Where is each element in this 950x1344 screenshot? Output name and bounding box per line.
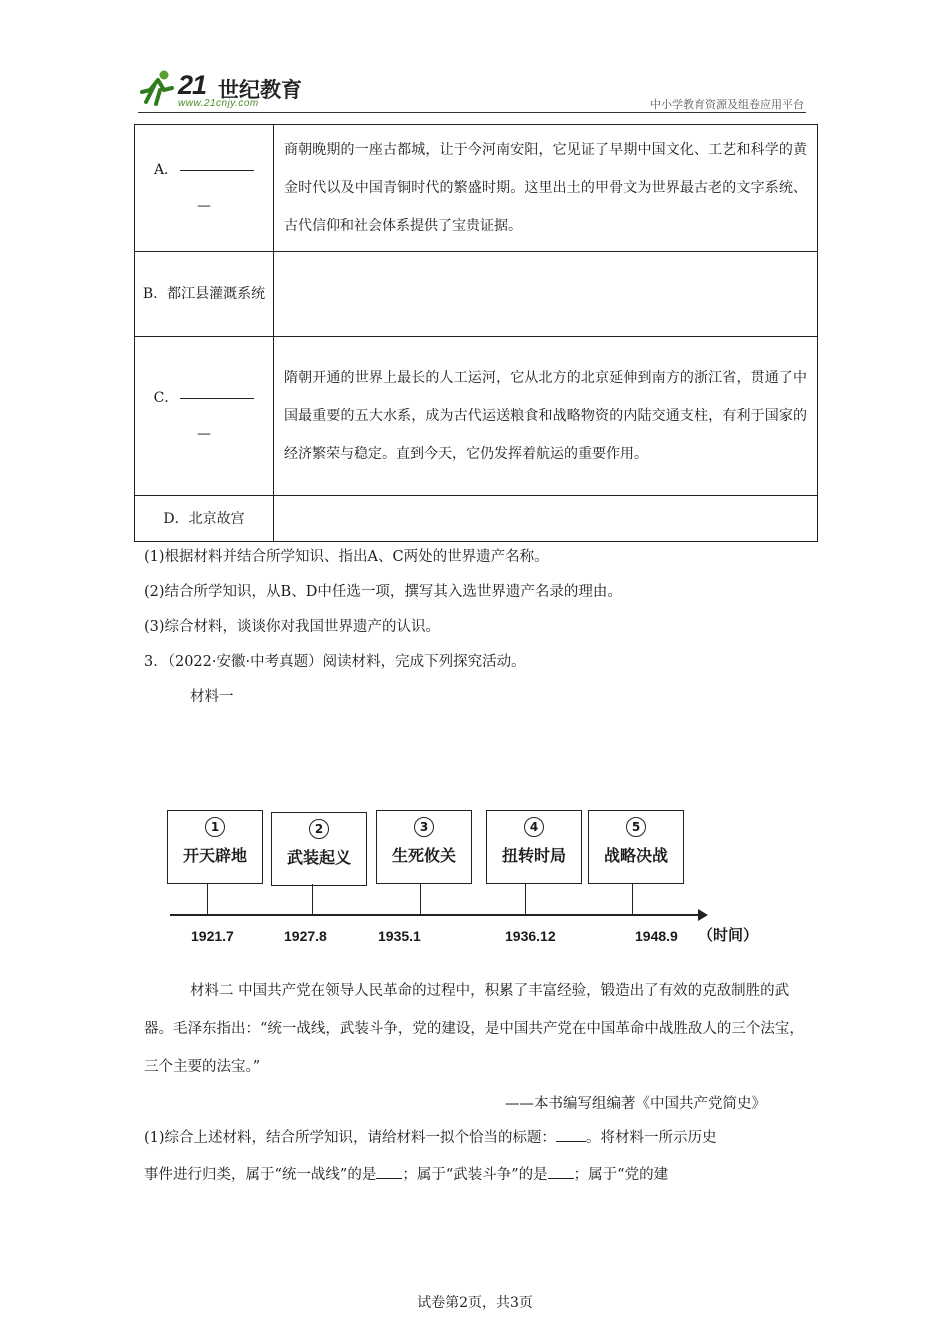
row-b-desc	[274, 252, 818, 337]
row-d-desc	[274, 496, 818, 542]
heritage-table	[134, 124, 818, 542]
row-b-label: B．都江县灌溉系统	[135, 252, 274, 337]
event-number: 2	[309, 819, 329, 839]
material-2-source: ——本书编写组编著《中国共产党简史》	[505, 1096, 766, 1112]
table-row	[135, 125, 818, 252]
event-date: 1927.8	[284, 928, 327, 944]
table-row	[135, 252, 818, 337]
timeline-event	[167, 810, 263, 884]
subq-text: (1)综合上述材料，结合所学知识，请给材料一拟个恰当的标题：	[144, 1130, 557, 1146]
page-header	[138, 66, 806, 114]
event-number: 3	[414, 817, 434, 837]
header-divider	[138, 112, 806, 113]
material-1-label: 材料一	[190, 689, 234, 705]
subquestion-1-line1	[144, 1126, 717, 1147]
row-a-tail: —	[197, 198, 211, 214]
subq-text: 。将材料一所示历史	[586, 1130, 717, 1146]
row-d-label: D．北京故宫	[135, 496, 274, 542]
timeline-stem	[525, 884, 526, 914]
platform-title: 中小学教育资源及组卷应用平台	[650, 98, 804, 111]
timeline-axis	[170, 914, 700, 916]
answer-blank[interactable]	[556, 1127, 586, 1142]
subquestion-1-line2	[144, 1163, 668, 1184]
timeline-diagram	[160, 800, 760, 950]
answer-blank[interactable]	[376, 1164, 402, 1179]
arrow-right-icon	[698, 909, 708, 921]
subq-text: ；属于“党的建	[573, 1167, 669, 1183]
page-footer: 试卷第2页，共3页	[417, 1295, 533, 1311]
event-date: 1948.9	[635, 928, 678, 944]
subq-text: 事件进行归类，属于“统一战线”的是	[144, 1167, 377, 1183]
answer-blank[interactable]	[180, 397, 254, 399]
event-label: 武装起义	[286, 848, 351, 867]
timeline-event	[486, 810, 582, 884]
timeline-stem	[207, 884, 208, 914]
logo-number: 21	[178, 70, 207, 100]
row-a-label	[135, 125, 274, 252]
runner-logo-icon	[138, 68, 178, 108]
row-a-desc: 商朝晚期的一座古都城，让于今河南安阳，它见证了早期中国文化、工艺和科学的黄金时代以及中国青铜时代的繁盛时期。这里出土的甲骨文为世界最古老的文字系统、古代信仰和社会体系提供了宝贵证据。	[274, 125, 818, 252]
site-logo[interactable]	[138, 66, 308, 110]
answer-blank[interactable]	[548, 1164, 574, 1179]
event-label: 开天辟地	[182, 846, 247, 865]
timeline-event	[376, 810, 472, 884]
logo-text: 世纪教育	[218, 78, 302, 102]
timeline-stem	[420, 884, 421, 914]
table-row	[135, 337, 818, 496]
event-number: 1	[205, 817, 225, 837]
answer-blank[interactable]	[180, 169, 254, 171]
event-label: 扭转时局	[501, 846, 566, 865]
event-date: 1935.1	[378, 928, 421, 944]
event-date: 1936.12	[505, 928, 556, 944]
timeline-event	[588, 810, 684, 884]
question-1: (1)根据材料并结合所学知识、指出A、C两处的世界遗产名称。	[144, 549, 549, 565]
axis-label: （时间）	[698, 926, 759, 944]
row-c-desc: 隋朝开通的世界上最长的人工运河，它从北方的北京延伸到南方的浙江省，贯通了中国最重要的五大水系，成为古代运送粮食和战略物资的内陆交通支柱，有利于国家的经济繁荣与稳定。直到今天，它仍发挥着航运的重要作用。	[274, 337, 818, 496]
question-2: (2)结合所学知识，从B、D中任选一项，撰写其入选世界遗产名录的理由。	[144, 584, 622, 600]
problem-3-stem: 3．（2022·安徽·中考真题）阅读材料，完成下列探究活动。	[144, 654, 526, 670]
timeline-event	[271, 812, 367, 886]
row-c-prefix: C．	[153, 390, 179, 406]
timeline-stem	[312, 884, 313, 914]
logo-url: www.21cnjy.com	[178, 98, 259, 109]
timeline-stem	[632, 884, 633, 914]
row-c-tail: —	[197, 426, 211, 442]
event-number: 4	[524, 817, 544, 837]
table-row	[135, 496, 818, 542]
event-label: 战略决战	[603, 846, 668, 865]
question-3: (3)综合材料，谈谈你对我国世界遗产的认识。	[144, 619, 441, 635]
event-number: 5	[626, 817, 646, 837]
row-c-label	[135, 337, 274, 496]
event-date: 1921.7	[191, 928, 234, 944]
event-label: 生死攸关	[391, 846, 456, 865]
subq-text: ；属于“武装斗争”的是	[402, 1167, 548, 1183]
row-a-prefix: A．	[153, 162, 179, 178]
material-2: 材料二 中国共产党在领导人民革命的过程中，积累了丰富经验，锻造出了有效的克敌制胜的武器。毛泽东指出：“统一战线，武装斗争，党的建设，是中国共产党在中国革命中战胜敌人的三个法宝，三个主要的法宝。”	[144, 983, 804, 1075]
